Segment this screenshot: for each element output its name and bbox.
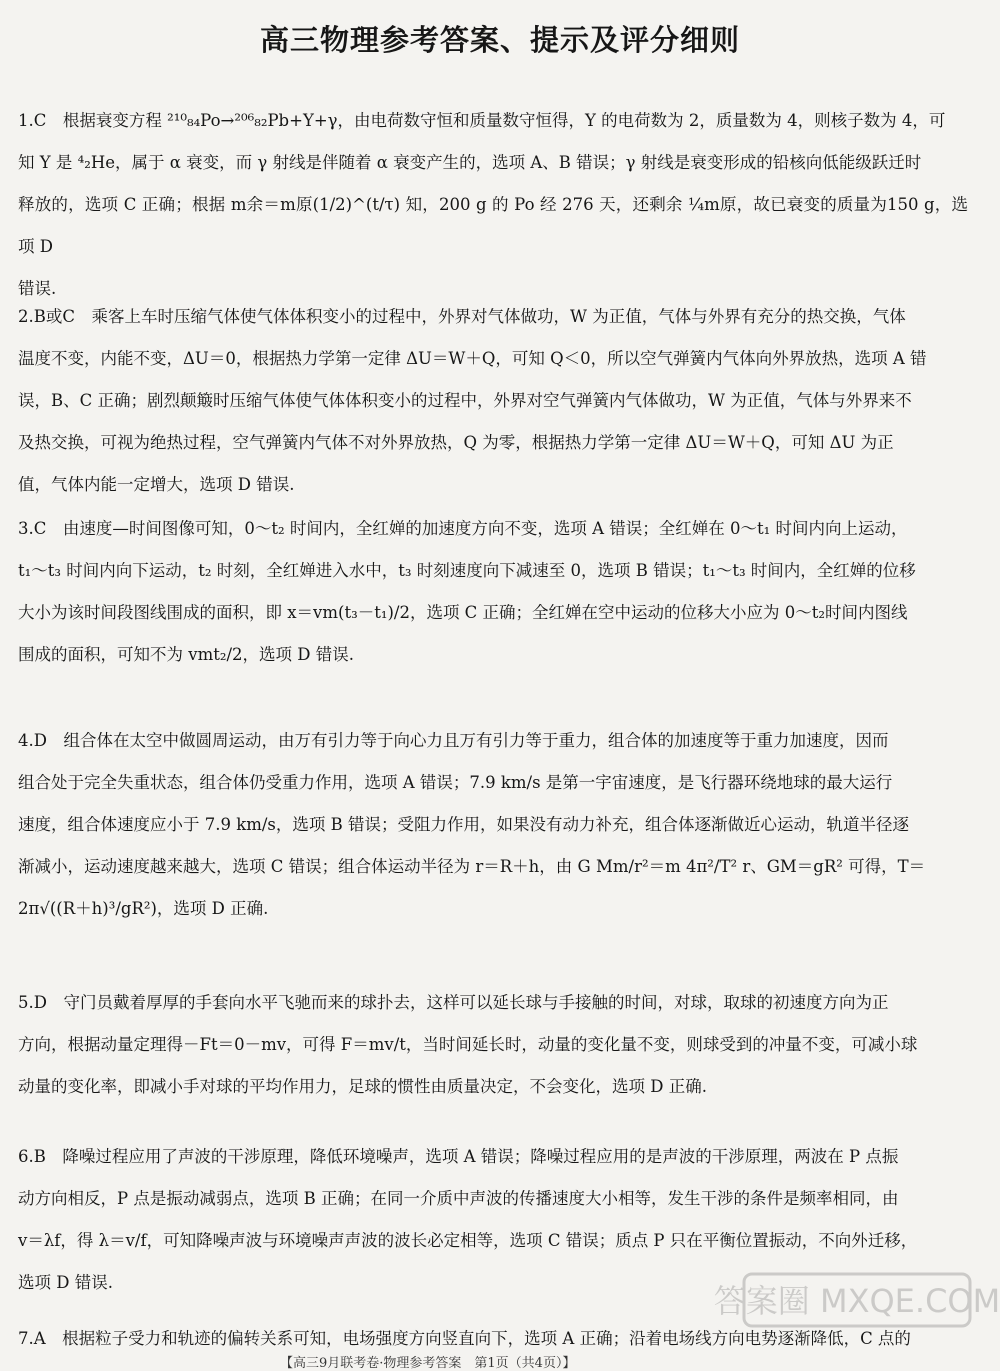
answer-line: v＝λf，得 λ＝v/f，可知降噪声波与环境噪声声波的波长必定相等，选项 C 错误；质点 P 只在平衡位置振动，不向外迁移， [18,1231,918,1250]
page-title: 高三物理参考答案、提示及评分细则 [259,23,740,57]
answer-line: 方向，根据动量定理得－Ft＝0－mv，可得 F＝mv/t，当时间延长时，动量的变化量不变，则球受到的冲量不变，可减小球 [18,1035,918,1054]
answer-line: 2.B或C 乘客上车时压缩气体使气体体积变小的过程中，外界对气体做功，W 为正值，气体与外界有充分的热交换，气体 [18,307,906,326]
answer-item-4 [18,720,968,930]
answer-line: 渐减小，运动速度越来越大，选项 C 错误；组合体运动半径为 r＝R＋h，由 G Mm/r²＝m 4π²/T² r、GM＝gR² 可得，T＝ [18,857,926,876]
answer-line: 及热交换，可视为绝热过程，空气弹簧内气体不对外界放热，Q 为零，根据热力学第一定律 ΔU＝W＋Q，可知 ΔU 为正 [18,433,894,452]
answer-line: 动方向相反，P 点是振动减弱点，选项 B 正确；在同一介质中声波的传播速度大小相等，发生干涉的条件是频率相同，由 [18,1189,899,1208]
answer-line: 选项 D 错误. [18,1273,113,1292]
answer-item-3 [18,508,968,676]
answer-item-5 [18,982,968,1108]
answer-line: t₁～t₃ 时间内向下运动，t₂ 时刻，全红婵进入水中，t₃ 时刻速度向下减速至 0，选项 B 错误；t₁～t₃ 时间内，全红婵的位移 [18,561,916,580]
answer-line: 温度不变，内能不变，ΔU＝0，根据热力学第一定律 ΔU＝W＋Q，可知 Q＜0，所以空气弹簧内气体向外界放热，选项 A 错 [18,349,927,368]
answer-line: 6.B 降噪过程应用了声波的干涉原理，降低环境噪声，选项 A 错误；降噪过程应用的是声波的干涉原理，两波在 P 点振 [18,1147,899,1166]
answer-item-1 [18,100,968,310]
answer-line: 5.D 守门员戴着厚厚的手套向水平飞驰而来的球扑去，这样可以延长球与手接触的时间，对球，取球的初速度方向为正 [18,993,889,1012]
page-footer: 【高三9月联考卷·物理参考答案 第1页（共4页）】 [280,1356,576,1371]
answer-line: 知 Y 是 ⁴₂He，属于 α 衰变，而 γ 射线是伴随着 α 衰变产生的，选项 A、B 错误；γ 射线是衰变形成的铅核向低能级跃迁时 [18,153,922,172]
answer-line: 值，气体内能一定增大，选项 D 错误. [18,475,295,494]
answer-line: 3.C 由速度—时间图像可知，0～t₂ 时间内，全红婵的加速度方向不变，选项 A 错误；全红婵在 0～t₁ 时间内向上运动， [18,519,908,538]
watermark-text: 答案圈 MXQE.COM [713,1282,1000,1320]
watermark-logo [713,1268,1000,1348]
answer-line: 速度，组合体速度应小于 7.9 km/s，选项 B 错误；受阻力作用，如果没有动力补充，组合体逐渐做近心运动，轨道半径逐 [18,815,910,834]
answer-line: 7.A 根据粒子受力和轨迹的偏转关系可知，电场强度方向竖直向下，选项 A 正确；沿着电场线方向电势逐渐降低，C 点的 [18,1329,911,1348]
answer-line: 1.C 根据衰变方程 ²¹⁰₈₄Po→²⁰⁶₈₂Pb+Y+γ，由电荷数守恒和质量数守恒得，Y 的电荷数为 2，质量数为 4，则核子数为 4，可 [18,111,946,130]
answer-line: 2π√((R＋h)³/gR²)，选项 D 正确. [18,899,269,918]
answer-line: 围成的面积，可知不为 vmt₂/2，选项 D 错误. [18,645,354,664]
answer-line: 大小为该时间段图线围成的面积，即 x＝vm(t₃－t₁)/2，选项 C 正确；全红婵在空中运动的位移大小应为 0～t₂时间内图线 [18,603,908,622]
answer-line: 释放的，选项 C 正确；根据 m余＝m原(1/2)^(t/τ) 知，200 g 的 Po 经 276 天，还剩余 ¼m原，故已衰变的质量为150 g，选项 D [18,195,968,256]
answer-line: 动量的变化率，即减小手对球的平均作用力，足球的惯性由质量决定，不会变化，选项 D 正确. [18,1077,707,1096]
answer-item-2 [18,296,968,506]
answer-line: 错误. [18,279,57,298]
answer-line: 组合处于完全失重状态，组合体仍受重力作用，选项 A 错误；7.9 km/s 是第一宇宙速度，是飞行器环绕地球的最大运行 [18,773,893,792]
answer-line: 误，B、C 正确；剧烈颠簸时压缩气体使气体体积变小的过程中，外界对空气弹簧内气体做功，W 为正值，气体与外界来不 [18,391,912,410]
answer-line: 4.D 组合体在太空中做圆周运动，由万有引力等于向心力且万有引力等于重力，组合体的加速度等于重力加速度，因而 [18,731,889,750]
